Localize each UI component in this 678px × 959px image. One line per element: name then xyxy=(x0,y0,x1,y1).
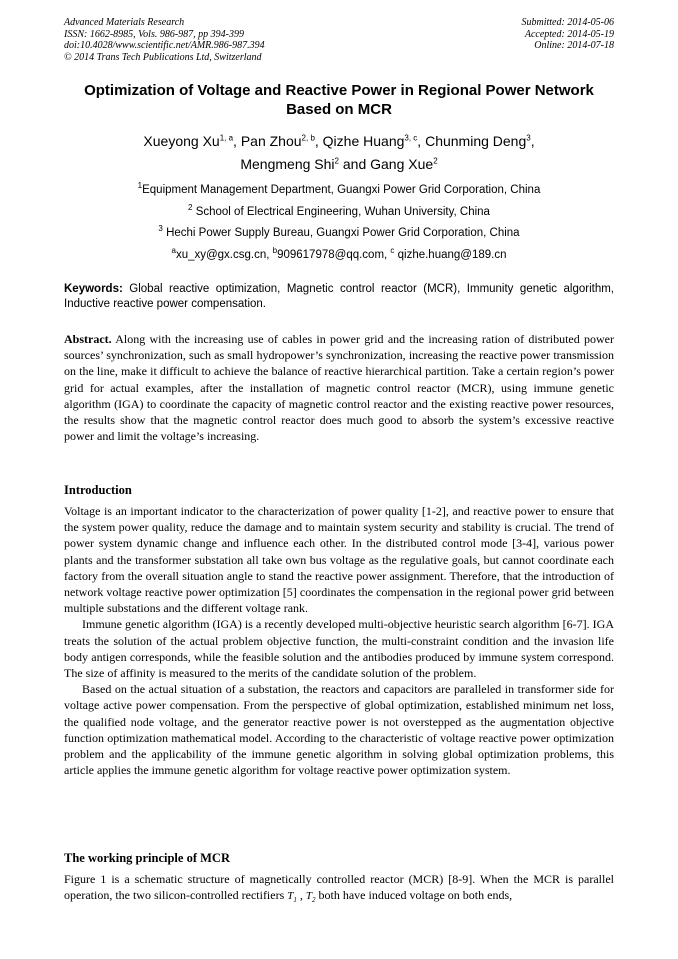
affiliation xyxy=(60,202,618,224)
introduction-heading: Introduction xyxy=(64,483,132,497)
affiliation-text: Equipment Management Department, Guangxi Power Grid Corporation, China xyxy=(142,184,541,196)
affiliation-sup: 1 xyxy=(137,181,143,191)
paragraph: Based on the actual situation of a substation, the reactors and capacitors are paralleled in transformer side for voltage active power compensation. From the perspective of global optimization, established minimum net loss, the qualified node voltage, and the generator reactive power is not overstepped as the augmentation objective function optimization mathematical model. According to the characteristic of voltage reactive power optimization problem and the applicability of the immune genetic algorithm in solving global optimization problems, this article applies the immune genetic algorithm for voltage reactive power optimization system. xyxy=(64,682,614,778)
t1-symbol: $T_1$ xyxy=(287,890,297,905)
affiliation-text: School of Electrical Engineering, Wuhan University, China xyxy=(192,205,490,218)
email-a: xu_xy@gx.csg.cn, xyxy=(175,248,273,261)
mcr-text-a: Figure 1 is a schematic structure of magnetically controlled reactor (MCR) [8-9]. When the MCR is parallel operation, the two silicon-controlled rectifiers xyxy=(64,872,614,903)
author-name: Mengmeng Shi xyxy=(240,156,335,172)
keywords xyxy=(64,282,614,311)
journal-doi: doi:10.4028/www.scientific.net/AMR.986-987.394 xyxy=(64,40,265,51)
submission-dates xyxy=(522,17,615,52)
affiliation xyxy=(60,223,618,245)
separator: , xyxy=(296,888,306,903)
submitted-date: Submitted: 2014-05-06 xyxy=(521,17,614,28)
paragraph: Immune genetic algorithm (IGA) is a recently developed multi-objective heuristic search algorithm [6-7]. IGA treats the solution of the actual problem objective function, the multi-constraint condition and the invasion life body antigen corresponds, while the feasible solution and the antibodies produced by immune system correspond. The size of affinity is measured to the merits of the candidate solution of the problem. xyxy=(64,617,614,681)
author-sup: 3 xyxy=(526,133,531,143)
journal-info xyxy=(64,17,265,63)
author-name: Chunming Deng xyxy=(425,133,527,149)
online-date: Online: 2014-07-18 xyxy=(534,40,614,51)
abstract-label: Abstract. xyxy=(64,332,112,346)
paragraph: Voltage is an important indicator to the characterization of power quality [1-2], and reactive power to ensure that the system power quality, reduce the damage and to maintain system security and stability is crucial. The trend of power system dynamic change and influence each other. In the distributed control mode [3-4], various power plants and the transformer substation all take own bus voltage as the regulative goals, but cannot coordinate each factory from the overall situation angle to stand the reactive power assignment. Therefore, that the introduction of network voltage reactive power optimization [5] coordinates the compensation in the regional power grid between multiple substations and the different voltage rank. xyxy=(64,504,614,616)
email-line xyxy=(60,245,618,267)
email-b: 909617978@qq.com, xyxy=(277,248,391,261)
author-sup: 2, b xyxy=(301,133,315,143)
author-name: Pan Zhou xyxy=(240,133,302,149)
affiliation xyxy=(60,180,618,202)
affiliation-sup: 2 xyxy=(188,202,193,212)
affiliation-sup: 3 xyxy=(158,224,163,234)
author-sup: 2 xyxy=(334,156,339,166)
affiliations xyxy=(60,180,618,266)
author-name: Xueyong Xu xyxy=(143,133,220,149)
mcr-text-b: both have induced voltage on both ends, xyxy=(315,888,513,903)
author-list xyxy=(60,130,618,176)
email-sup: a xyxy=(171,245,176,255)
journal-issn: ISSN: 1662-8985, Vols. 986-987, pp 394-399 xyxy=(64,28,244,40)
journal-name: Advanced Materials Research xyxy=(64,17,185,28)
journal-copyright: © 2014 Trans Tech Publications Ltd, Switzerland xyxy=(64,51,262,63)
author-line-2: Mengmeng Shi$^2$ and Gang Xue$^2$ xyxy=(240,156,438,172)
email-c: qizhe.huang@189.cn xyxy=(394,248,507,261)
title-line-1: Optimization of Voltage and Reactive Power in Regional Power Network xyxy=(84,82,594,99)
email-sup: b xyxy=(272,245,278,255)
keywords-label: Keywords: xyxy=(64,283,123,295)
mcr-heading: The working principle of MCR xyxy=(64,851,230,865)
paragraph xyxy=(64,871,614,909)
abstract xyxy=(64,331,614,444)
introduction-body xyxy=(64,503,614,778)
paper-title xyxy=(60,81,618,119)
affiliation-text: Hechi Power Supply Bureau, Guangxi Power Grid Corporation, China xyxy=(162,227,520,239)
accepted-date: Accepted: 2014-05-19 xyxy=(524,28,614,40)
author-line-1: Xueyong Xu$^{1, a}$, Pan Zhou$^{2, b}$, Qizhe Huang$^{3, c}$, Chunming Deng$^3$, xyxy=(143,133,535,149)
mcr-body xyxy=(64,871,614,909)
t2-symbol: $T_2$ xyxy=(305,890,316,905)
abstract-text: Along with the increasing use of cables in power grid and the increasing ration of distributed power sources’ synchronization, such as small hydropower’s synchronization, increasing the reactive power transmission on the line, make it difficult to achieve the balance of reactive hierarchical partition. Take a certain region’s power grid for actual examples, after the installation of magnetic control reactor (MCR), using immune genetic algorithm (IGA) to coordinate the capacity of magnetic control reactor and the existing reactive power resources, the results show that the magnetic control reactor does much good to absorb the system’s excessive reactive power and limit the voltage’s increasing. xyxy=(64,332,614,444)
keywords-text: Global reactive optimization, Magnetic control reactor (MCR), Immunity genetic algorithm, Inductive reactive power compensation. xyxy=(64,283,614,310)
author-sup: 2 xyxy=(433,156,438,166)
author-sup: 3, c xyxy=(404,133,418,143)
title-line-2: Based on MCR xyxy=(286,101,392,118)
author-name: Qizhe Huang xyxy=(322,133,405,149)
author-sup: 1, a xyxy=(219,133,234,143)
author-name: Gang Xue xyxy=(370,156,434,172)
email-sup: c xyxy=(390,245,395,255)
